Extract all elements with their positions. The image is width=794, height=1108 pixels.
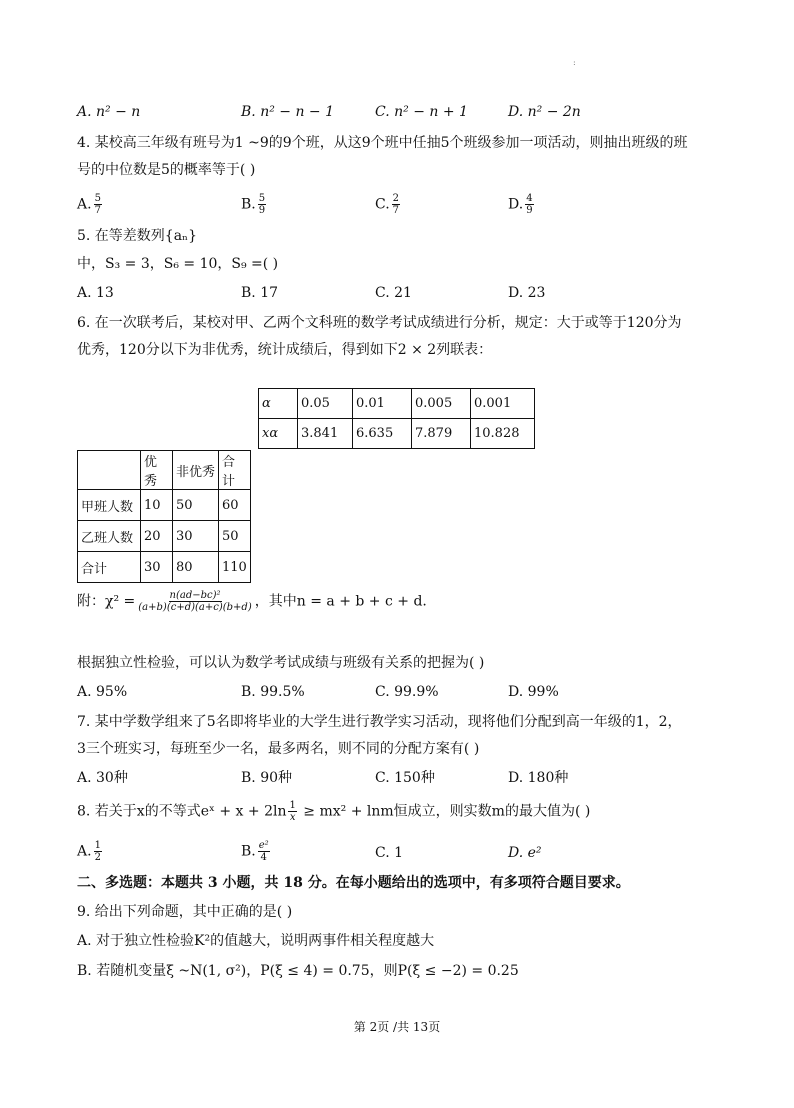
contingency-table: [77, 450, 251, 583]
q6-stem-line2: 优秀，120分以下为非优秀，统计成绩后，得到如下2 × 2列联表：: [77, 342, 493, 358]
q8-option-d: D. e²: [508, 845, 542, 861]
table-cell: α: [259, 389, 298, 419]
critical-value-table: [258, 388, 535, 449]
q4-stem-line2: 号的中位数是5的概率等于( ): [77, 162, 256, 178]
q3-option-a: A. n² − n: [77, 104, 141, 120]
q6-option-d: D. 99%: [508, 684, 559, 700]
chi-square-formula: 附：χ² = $\frac{\text{n(ad−bc)²}}{(a+b)(c+d)(a+c)(b+d)}$ ，其中n = a + b + c + d.: [77, 590, 427, 613]
table-cell: 60: [219, 490, 251, 521]
q7-option-a: A. 30种: [77, 770, 128, 786]
corner-mark: :: [573, 58, 576, 67]
q6-option-c: C. 99.9%: [375, 684, 439, 700]
q8-option-c: C. 1: [375, 845, 404, 861]
q4-option-b: B. $\frac{5}{9}$: [241, 193, 266, 216]
q6-option-a: A. 95%: [77, 684, 128, 700]
table-cell: 10.828: [471, 419, 535, 449]
q6-stem-line3: 根据独立性检验，可以认为数学考试成绩与班级有关系的把握为( ): [77, 655, 485, 671]
table-cell: xα: [259, 419, 298, 449]
table-cell: 30: [141, 552, 173, 583]
q4-option-d: D. $\frac{4}{9}$: [508, 193, 533, 216]
q5-option-b: B. 17: [241, 285, 279, 301]
q5-option-d: D. 23: [508, 285, 546, 301]
q8-option-a: A. $\frac{1}{2}$: [77, 840, 101, 863]
q5-option-a: A. 13: [77, 285, 114, 301]
q3-option-d: D. n² − 2n: [508, 104, 581, 120]
q3-option-c: C. n² − n + 1: [375, 104, 468, 120]
table-cell: [78, 451, 141, 490]
q9-option-a: A. 对于独立性检验K²的值越大，说明两事件相关程度越大: [77, 933, 435, 949]
q5-stem-line1: 5. 在等差数列{aₙ}: [77, 228, 198, 244]
q4-option-a: A. $\frac{5}{7}$: [77, 193, 101, 216]
table-cell: 10: [141, 490, 173, 521]
table-row: [78, 490, 251, 521]
q6-option-b: B. 99.5%: [241, 684, 305, 700]
table-cell: 0.05: [298, 389, 353, 419]
table-cell: 优秀: [141, 451, 173, 490]
table-cell: 非优秀: [173, 451, 219, 490]
q7-stem-line2: 3三个班实习，每班至少一名，最多两名，则不同的分配方案有( ): [77, 741, 480, 757]
table-cell: 20: [141, 521, 173, 552]
q4-option-c: C. $\frac{2}{7}$: [375, 193, 400, 216]
table-cell: 6.635: [353, 419, 412, 449]
table-cell: 甲班人数: [78, 490, 141, 521]
table-cell: 乙班人数: [78, 521, 141, 552]
q9-option-b: B. 若随机变量ξ ~N(1, σ²)，P(ξ ≤ 4) = 0.75，则P(ξ ≤ −2) = 0.25: [77, 963, 519, 979]
table-cell: 合计: [78, 552, 141, 583]
q4-stem-line1: 4. 某校高三年级有班号为1 ~9的9个班，从这9个班中任抽5个班级参加一项活动，则抽出班级的班: [77, 135, 688, 151]
q7-option-c: C. 150种: [375, 770, 435, 786]
table-cell: 110: [219, 552, 251, 583]
table-row: [259, 419, 535, 449]
q5-option-c: C. 21: [375, 285, 412, 301]
table-cell: 50: [173, 490, 219, 521]
table-row: [259, 389, 535, 419]
q7-option-d: D. 180种: [508, 770, 569, 786]
table-row: [78, 451, 251, 490]
table-cell: 0.001: [471, 389, 535, 419]
page-footer: 第 2页 /共 13页: [353, 1020, 441, 1034]
q5-stem-line2: 中，S₃ = 3，S₆ = 10，S₉ =( ): [77, 256, 279, 272]
q8-option-b: B. $\frac{\text{e²}}{4}$: [241, 840, 269, 863]
q7-stem-line1: 7. 某中学数学组来了5名即将毕业的大学生进行教学实习活动，现将他们分配到高一年级的1，2，: [77, 714, 682, 730]
table-cell: 30: [173, 521, 219, 552]
table-cell: 7.879: [412, 419, 471, 449]
q8-stem: 8. 若关于x的不等式eˣ + x + 2ln $\frac{1}{x}$ ≥ mx² + lnm恒成立，则实数m的最大值为( ): [77, 800, 591, 823]
section-heading-multiple-choice: 二、多选题：本题共 3 小题，共 18 分。在每小题给出的选项中，有多项符合题目要求。: [77, 875, 630, 891]
q3-option-b: B. n² − n − 1: [241, 104, 335, 120]
q7-option-b: B. 90种: [241, 770, 293, 786]
table-cell: 50: [219, 521, 251, 552]
table-cell: 80: [173, 552, 219, 583]
table-row: [78, 521, 251, 552]
table-row: [78, 552, 251, 583]
q9-stem: 9. 给出下列命题，其中正确的是( ): [77, 904, 293, 920]
table-cell: 合计: [219, 451, 251, 490]
q6-stem-line1: 6. 在一次联考后，某校对甲、乙两个文科班的数学考试成绩进行分析，规定：大于或等于120分为: [77, 315, 682, 331]
table-cell: 3.841: [298, 419, 353, 449]
table-cell: 0.01: [353, 389, 412, 419]
table-cell: 0.005: [412, 389, 471, 419]
